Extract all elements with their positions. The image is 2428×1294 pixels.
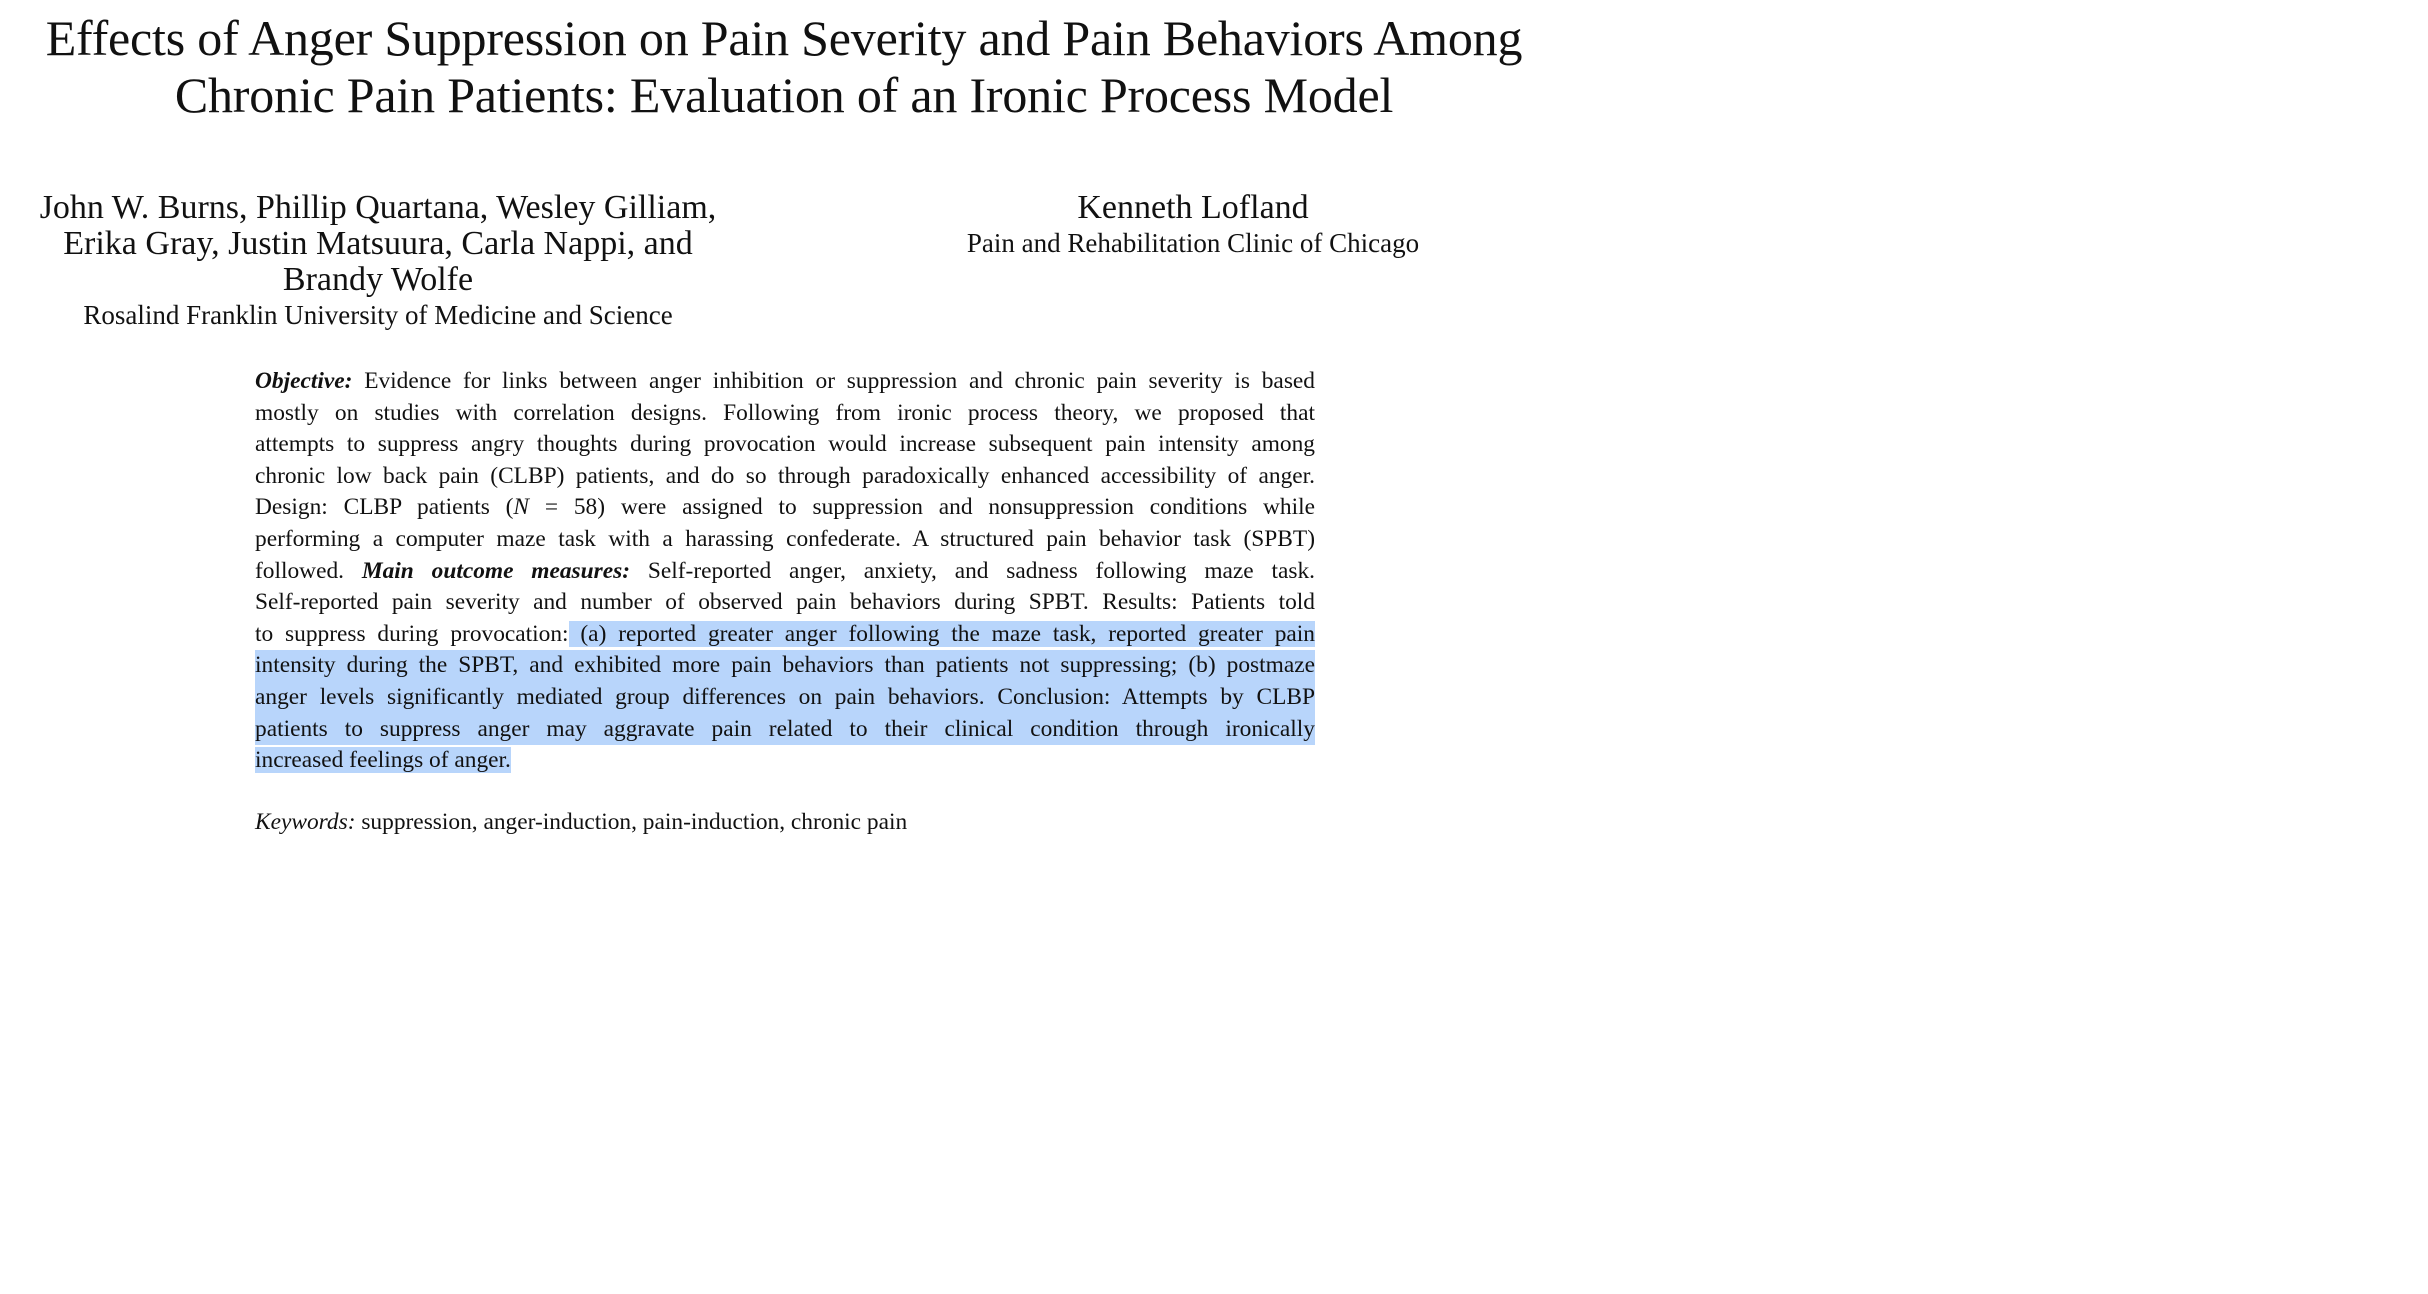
abstract-line — [255, 745, 1315, 777]
author-names-line: Erika Gray, Justin Matsuura, Carla Nappi, and — [63, 225, 693, 262]
objective-label: Objective: — [255, 368, 353, 394]
keywords-label: Keywords: — [255, 809, 356, 835]
title-line-2: Chronic Pain Patients: Evaluation of an Ironic Process Model — [174, 67, 1394, 123]
abstract-text: Self-reported anger, anxiety, and sadness following maze task. — [630, 557, 1316, 584]
selected-text[interactable]: increased feelings of anger. — [255, 747, 511, 774]
abstract-line — [255, 366, 1315, 398]
abstract-line — [255, 492, 1315, 524]
paper-title — [0, 10, 1568, 124]
abstract-line: mostly on studies with correlation designs. Following from ironic process theory, we proposed that — [255, 399, 1315, 426]
keywords-text: suppression, anger-induction, pain-induction, chronic pain — [355, 809, 908, 835]
author-block-right — [820, 190, 1566, 260]
abstract-text: Evidence for links between anger inhibition or suppression and chronic pain severity is based — [352, 368, 1315, 394]
author-block-left — [0, 190, 756, 332]
abstract-line: attempts to suppress angry thoughts during provocation would increase subsequent pain intensity among — [255, 431, 1315, 458]
author-names-line: John W. Burns, Phillip Quartana, Wesley Gilliam, — [39, 189, 717, 226]
abstract-line — [255, 556, 1315, 588]
abstract-line: chronic low back pain (CLBP) patients, and do so through paradoxically enhanced accessibility of anger. — [255, 462, 1315, 489]
abstract-text: Design: CLBP patients ( — [255, 494, 514, 521]
sample-size-symbol: N — [513, 494, 530, 521]
author-affiliation-right: Pain and Rehabilitation Clinic of Chicago — [966, 228, 1420, 258]
measures-label: Main outcome measures: — [361, 557, 631, 584]
keywords — [255, 807, 1315, 838]
abstract-line — [255, 619, 1315, 651]
selected-text[interactable]: patients to suppress anger may aggravate pain related to their clinical condition through ironically — [255, 714, 1315, 746]
abstract-text: to suppress during provocation: — [255, 620, 569, 647]
selected-text[interactable]: intensity during the SPBT, and exhibited more pain behaviors than patients not suppressing; (b) postmaze — [255, 650, 1315, 682]
title-line-1: Effects of Anger Suppression on Pain Severity and Pain Behaviors Among — [45, 10, 1523, 66]
selected-text[interactable]: (a) reported greater anger following the maze task, reported greater pain — [568, 620, 1316, 647]
abstract-line: Self-reported pain severity and number of observed pain behaviors during SPBT. Results: Patients told — [255, 589, 1315, 616]
abstract-text: followed. — [255, 557, 362, 584]
abstract[interactable] — [255, 366, 1315, 777]
author-names-line: Brandy Wolfe — [282, 261, 474, 298]
abstract-text: = 58) were assigned to suppression and nonsuppression conditions while — [529, 494, 1315, 521]
author-name-right: Kenneth Lofland — [1077, 189, 1309, 226]
author-affiliation-left: Rosalind Franklin University of Medicine and Science — [83, 300, 673, 330]
abstract-line: performing a computer maze task with a harassing confederate. A structured pain behavior task (SPBT) — [255, 525, 1315, 552]
selected-text[interactable]: anger levels significantly mediated group differences on pain behaviors. Conclusion: Attempts by CLBP — [255, 682, 1315, 714]
